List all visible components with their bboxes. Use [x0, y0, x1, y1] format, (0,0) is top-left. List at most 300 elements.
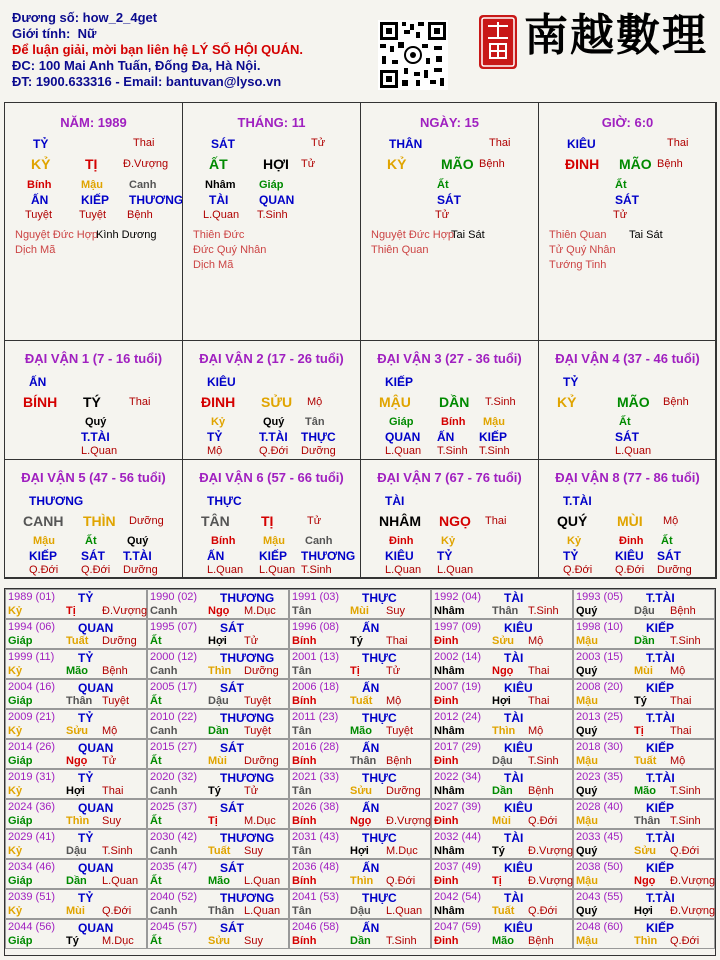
dai-van-title: ĐẠI VẬN 3 (27 - 36 tuổi): [377, 351, 522, 366]
hidden-phase: L.Quan: [203, 209, 240, 221]
hidden-phase: Tuyệt: [25, 209, 53, 221]
year-stem: Canh: [150, 665, 178, 677]
year-stem: Tân: [292, 665, 312, 677]
dai-van-phase: Mộ: [663, 515, 679, 527]
year-stem: Kỷ: [8, 665, 23, 677]
pillar-note: Tử Quý Nhân: [549, 244, 616, 256]
hidden-phase: Dưỡng: [657, 564, 692, 576]
hidden-star: KIẾP: [29, 549, 58, 563]
year-star: THỰC: [362, 651, 397, 665]
dai-van-title: ĐẠI VẬN 5 (47 - 56 tuổi): [21, 470, 166, 485]
pillar-note: Dịch Mã: [15, 244, 56, 256]
year-label: 2021 (33): [292, 771, 340, 783]
dai-van-phase: Thai: [485, 515, 507, 527]
year-phase: Đ.Vượng: [670, 875, 716, 887]
hidden-star: THƯƠNG: [301, 549, 356, 563]
year-phase: Đ.Vượng: [670, 905, 716, 917]
hidden-phase: L.Quan: [437, 564, 474, 576]
year-phase: Suy: [244, 845, 263, 857]
year-label: 1999 (11): [8, 651, 55, 663]
year-stem: Canh: [150, 725, 178, 737]
hidden-stem: Ất: [661, 535, 673, 547]
year-stem: Ất: [150, 875, 162, 887]
pillar-branch: TỊ: [85, 156, 98, 172]
year-phase: Q.Đới: [670, 935, 700, 947]
year-star: TÀI: [504, 591, 524, 605]
dai-van-title: ĐẠI VẬN 6 (57 - 66 tuổi): [199, 470, 344, 485]
year-phase: Mộ: [102, 725, 118, 737]
dai-van-star: TÀI: [385, 494, 405, 508]
pillar-title: NGÀY: 15: [420, 115, 479, 130]
year-cell: [431, 709, 573, 739]
year-label: 2036 (48): [292, 861, 340, 873]
year-star: KIÊU: [504, 621, 533, 635]
year-label: 2015 (27): [150, 741, 198, 753]
year-branch: Tý: [634, 695, 647, 707]
year-branch: Ngọ: [634, 875, 656, 887]
year-branch: Mùi: [66, 905, 85, 917]
year-label: 2027 (39): [434, 801, 482, 813]
year-label: 2002 (14): [434, 651, 482, 663]
year-branch: Mão: [492, 935, 514, 947]
dai-van-cell: [182, 459, 361, 579]
year-phase: Suy: [386, 605, 405, 617]
year-stem: Nhâm: [434, 785, 465, 797]
year-branch: Dần: [634, 635, 655, 647]
pillar-note: Thiên Quan: [549, 229, 607, 241]
year-branch: Tuất: [208, 845, 231, 857]
year-phase: M.Dục: [102, 935, 134, 947]
year-star: TỶ: [78, 591, 94, 605]
year-phase: Tử: [244, 785, 259, 797]
year-phase: T.Sinh: [386, 935, 417, 947]
year-branch: Mùi: [492, 815, 511, 827]
year-phase: Bệnh: [528, 935, 554, 947]
pillar-cell: [360, 102, 539, 341]
year-star: SÁT: [220, 921, 244, 935]
year-phase: Dưỡng: [102, 635, 137, 647]
year-branch: Dậu: [66, 845, 87, 857]
year-label: 2034 (46): [8, 861, 56, 873]
year-cell: [147, 829, 289, 859]
year-star: THƯƠNG: [220, 651, 275, 665]
dai-van-title: ĐẠI VẬN 2 (17 - 26 tuổi): [199, 351, 344, 366]
year-stem: Bính: [292, 815, 317, 827]
year-star: TỶ: [78, 831, 94, 845]
year-cell: [573, 799, 715, 829]
year-label: 2020 (32): [150, 771, 198, 783]
hidden-phase: Q.Đới: [259, 445, 289, 457]
year-stem: Tân: [292, 905, 312, 917]
year-stem: Quý: [576, 665, 598, 677]
year-phase: Suy: [102, 815, 121, 827]
dai-van-title: ĐẠI VẬN 4 (37 - 46 tuổi): [555, 351, 700, 366]
year-star: TỶ: [78, 771, 94, 785]
dai-van-cell: [538, 340, 717, 460]
year-cell: [573, 919, 715, 949]
hidden-phase: L.Quan: [81, 445, 118, 457]
year-phase: Thai: [102, 785, 124, 797]
year-cell: [147, 679, 289, 709]
year-phase: Bệnh: [670, 605, 696, 617]
year-phase: L.Quan: [244, 905, 281, 917]
year-star: THỰC: [362, 591, 397, 605]
year-phase: Tuyệt: [244, 695, 272, 707]
year-label: 2005 (17): [150, 681, 198, 693]
hidden-star: TÀI: [209, 193, 229, 207]
year-branch: Mùi: [350, 605, 369, 617]
hidden-phase: Q.Đới: [615, 564, 645, 576]
year-cell: [147, 619, 289, 649]
year-branch: Dậu: [492, 755, 513, 767]
year-star: ẤN: [362, 741, 380, 755]
pillar-title: NĂM: 1989: [60, 115, 127, 130]
hidden-phase: L.Quan: [615, 445, 652, 457]
year-cell: [573, 709, 715, 739]
dai-van-star: THƯƠNG: [29, 494, 84, 508]
year-phase: Q.Đới: [528, 815, 558, 827]
dai-van-stem: NHÂM: [379, 513, 421, 529]
hidden-star: KIÊU: [615, 549, 644, 563]
year-label: 2024 (36): [8, 801, 56, 813]
year-star: THƯƠNG: [220, 711, 275, 725]
year-phase: Mộ: [528, 725, 544, 737]
year-branch: Thìn: [492, 725, 516, 737]
year-label: 2006 (18): [292, 681, 340, 693]
hidden-star: THƯƠNG: [129, 193, 184, 207]
year-star: KIÊU: [504, 681, 533, 695]
seal-stamp-icon: [478, 14, 518, 70]
year-branch: Thìn: [634, 935, 658, 947]
header: [0, 0, 720, 100]
gender-line: [12, 26, 303, 42]
year-branch: Hợi: [208, 635, 227, 647]
year-phase: L.Quan: [102, 875, 139, 887]
year-cell: [431, 589, 573, 619]
year-stem: Nhâm: [434, 665, 465, 677]
year-cell: [431, 619, 573, 649]
address-line: ĐC: 100 Mai Anh Tuấn, Đống Đa, Hà Nội.: [12, 58, 261, 73]
year-star: KIÊU: [504, 921, 533, 935]
year-star: THỰC: [362, 711, 397, 725]
year-branch: Tị: [208, 815, 218, 827]
year-stem: Đinh: [434, 935, 459, 947]
year-stem: Ất: [150, 635, 162, 647]
pillar-phase: Đ.Vượng: [123, 158, 169, 170]
year-branch: Mùi: [634, 665, 653, 677]
pillar-note: Nguyệt Đức Hợp: [371, 229, 455, 241]
hidden-star: TỶ: [563, 549, 579, 563]
dai-van-branch: DẦN: [439, 394, 470, 410]
hidden-phase: T.Sinh: [301, 564, 332, 576]
year-phase: Mộ: [528, 635, 544, 647]
year-stem: Mậu: [576, 815, 598, 827]
year-branch: Thân: [66, 695, 93, 707]
year-label: 2009 (21): [8, 711, 56, 723]
hidden-stem: Canh: [129, 179, 157, 191]
dai-van-cell: [538, 459, 717, 579]
year-label: 2023 (35): [576, 771, 624, 783]
hidden-stem: Quý: [85, 416, 107, 428]
year-cell: [147, 859, 289, 889]
year-phase: Dưỡng: [244, 665, 279, 677]
year-star: TỶ: [78, 891, 94, 905]
year-cell: [289, 769, 431, 799]
hidden-stem: Đinh: [619, 535, 644, 547]
year-cell: [5, 799, 147, 829]
year-label: 1992 (04): [434, 591, 482, 603]
year-phase: T.Sinh: [670, 635, 701, 647]
year-star: SÁT: [220, 801, 244, 815]
year-branch: Dần: [350, 935, 371, 947]
hidden-star: SÁT: [615, 193, 639, 207]
year-phase: Tuyệt: [244, 725, 272, 737]
hidden-phase: Q.Đới: [81, 564, 111, 576]
year-star: T.TÀI: [646, 891, 675, 905]
year-label: 2004 (16): [8, 681, 56, 693]
hidden-stem: Kỷ: [211, 416, 226, 428]
year-label: 2026 (38): [292, 801, 340, 813]
year-branch: Dần: [492, 785, 513, 797]
year-star: QUAN: [78, 861, 114, 875]
pillar-note: Tai Sát: [451, 229, 485, 241]
year-cell: [431, 799, 573, 829]
year-cell: [5, 829, 147, 859]
dai-van-branch: MÙI: [617, 513, 643, 529]
year-label: 2040 (52): [150, 891, 198, 903]
year-branch: Ngọ: [208, 605, 230, 617]
year-cell: [573, 829, 715, 859]
hidden-star: SÁT: [81, 549, 105, 563]
year-stem: Giáp: [8, 935, 33, 947]
year-cell: [431, 769, 573, 799]
year-branch: Tuất: [350, 695, 373, 707]
year-star: KIÊU: [504, 801, 533, 815]
pillar-star: KIÊU: [567, 137, 596, 151]
year-label: 2041 (53): [292, 891, 340, 903]
year-star: QUAN: [78, 621, 114, 635]
year-label: 1991 (03): [292, 591, 340, 603]
dai-van-phase: Dưỡng: [129, 515, 164, 527]
year-stem: Kỷ: [8, 605, 23, 617]
year-phase: Đ.Vượng: [102, 605, 148, 617]
year-label: 2030 (42): [150, 831, 198, 843]
dai-van-branch: MÃO: [617, 394, 650, 410]
pillar-branch: MÃO: [619, 156, 652, 172]
year-phase: Đ.Vượng: [528, 875, 574, 887]
year-branch: Tị: [66, 605, 76, 617]
dai-van-star: THỰC: [207, 494, 242, 508]
hidden-star: TỶ: [207, 430, 223, 444]
pillar-stage: Thai: [489, 137, 511, 149]
year-branch: Tị: [350, 665, 360, 677]
year-label: 1989 (01): [8, 591, 56, 603]
year-label: 1990 (02): [150, 591, 198, 603]
year-stem: Tân: [292, 725, 312, 737]
year-star: KIẾP: [646, 621, 675, 635]
year-star: ẤN: [362, 801, 380, 815]
dai-van-phase: T.Sinh: [485, 396, 516, 408]
year-stem: Ất: [150, 755, 162, 767]
year-label: 2016 (28): [292, 741, 340, 753]
year-branch: Dần: [208, 725, 229, 737]
year-phase: Thai: [670, 725, 692, 737]
year-label: 2029 (41): [8, 831, 56, 843]
year-star: KIÊU: [504, 861, 533, 875]
year-cell: [5, 769, 147, 799]
year-branch: Sửu: [66, 725, 89, 737]
dai-van-title: ĐẠI VẬN 1 (7 - 16 tuổi): [24, 351, 163, 366]
year-stem: Nhâm: [434, 905, 465, 917]
year-cell: [147, 589, 289, 619]
year-cell: [289, 739, 431, 769]
year-stem: Giáp: [8, 755, 33, 767]
pillar-cell: [4, 102, 183, 341]
dai-van-stem: KỶ: [557, 394, 577, 410]
pillar-stage: Thai: [133, 137, 155, 149]
year-phase: Bệnh: [528, 785, 554, 797]
hidden-star: KIẾP: [479, 430, 508, 444]
dai-van-branch: SỬU: [261, 394, 293, 410]
year-label: 2022 (34): [434, 771, 482, 783]
hidden-phase: L.Quan: [207, 564, 244, 576]
year-star: KIẾP: [646, 801, 675, 815]
year-cell: [573, 739, 715, 769]
year-cell: [289, 889, 431, 919]
hidden-phase: Dưỡng: [301, 445, 336, 457]
year-cell: [147, 919, 289, 949]
year-cell: [5, 859, 147, 889]
year-stem: Giáp: [8, 635, 33, 647]
pillar-phase: Tử: [301, 158, 316, 170]
year-cell: [289, 919, 431, 949]
year-cell: [431, 679, 573, 709]
year-label: 2048 (60): [576, 921, 624, 933]
dai-van-cell: [4, 459, 183, 579]
hidden-star: ẤN: [437, 430, 455, 444]
year-phase: Đ.Vượng: [386, 815, 432, 827]
year-stem: Quý: [576, 605, 598, 617]
dai-van-branch: NGỌ: [439, 513, 471, 529]
pillar-cell: [538, 102, 717, 341]
year-label: 2001 (13): [292, 651, 340, 663]
year-star: T.TÀI: [646, 771, 675, 785]
year-star: SÁT: [220, 681, 244, 695]
pillar-star: SÁT: [211, 137, 235, 151]
year-stem: Đinh: [434, 695, 459, 707]
year-star: ẤN: [362, 621, 380, 635]
hidden-phase: L.Quan: [385, 564, 422, 576]
pillar-stem: KỶ: [387, 156, 407, 172]
pillar-stage: Tử: [311, 137, 326, 149]
year-branch: Tý: [350, 635, 363, 647]
year-cell: [573, 859, 715, 889]
year-label: 2028 (40): [576, 801, 624, 813]
year-branch: Dậu: [634, 605, 655, 617]
subject-line: [12, 10, 303, 26]
hidden-phase: L.Quan: [259, 564, 296, 576]
pillar-title: THÁNG: 11: [237, 115, 306, 130]
year-stem: Ất: [150, 695, 162, 707]
year-stem: Bính: [292, 695, 317, 707]
hidden-phase: Mộ: [207, 445, 223, 457]
year-label: 2037 (49): [434, 861, 482, 873]
year-stem: Giáp: [8, 815, 33, 827]
year-stem: Đinh: [434, 755, 459, 767]
phone-email-line: ĐT: 1900.633316 - Email: bantuvan@lyso.vn: [12, 74, 282, 89]
year-phase: Bệnh: [386, 755, 412, 767]
year-phase: T.Sinh: [528, 605, 559, 617]
year-phase: T.Sinh: [670, 815, 701, 827]
year-star: T.TÀI: [646, 831, 675, 845]
year-star: QUAN: [78, 921, 114, 935]
year-stem: Kỷ: [8, 905, 23, 917]
hidden-star: ẤN: [31, 193, 49, 207]
year-stem: Đinh: [434, 875, 459, 887]
year-phase: Thai: [528, 665, 550, 677]
year-label: 2045 (57): [150, 921, 198, 933]
year-label: 2038 (50): [576, 861, 624, 873]
hidden-phase: Q.Đới: [563, 564, 593, 576]
year-stem: Mậu: [576, 935, 598, 947]
year-star: THỰC: [362, 891, 397, 905]
dai-van-star: ẤN: [29, 375, 47, 389]
hidden-star: SÁT: [657, 549, 681, 563]
annual-years-grid: [4, 588, 716, 956]
pillar-note: Tướng Tinh: [549, 259, 607, 271]
hidden-stem: Ất: [619, 416, 631, 428]
year-star: THỰC: [362, 771, 397, 785]
year-star: ẤN: [362, 681, 380, 695]
year-cell: [147, 709, 289, 739]
pillar-note: Kình Dương: [96, 229, 157, 241]
year-phase: Q.Đới: [102, 905, 132, 917]
hidden-stem: Quý: [263, 416, 285, 428]
year-star: TÀI: [504, 651, 524, 665]
year-phase: T.Sinh: [528, 755, 559, 767]
year-branch: Hợi: [634, 905, 653, 917]
year-cell: [289, 799, 431, 829]
year-cell: [431, 829, 573, 859]
year-label: 1993 (05): [576, 591, 624, 603]
hidden-star: T.TÀI: [81, 430, 110, 444]
year-branch: Ngọ: [66, 755, 88, 767]
year-cell: [573, 589, 715, 619]
year-label: 2012 (24): [434, 711, 482, 723]
hidden-star: TỶ: [437, 549, 453, 563]
pillar-star: TỶ: [33, 137, 49, 151]
hidden-stem: Kỷ: [441, 535, 456, 547]
year-phase: Suy: [244, 935, 263, 947]
year-phase: Dưỡng: [386, 785, 421, 797]
hidden-phase: Bệnh: [127, 209, 153, 221]
year-cell: [431, 739, 573, 769]
year-stem: Tân: [292, 605, 312, 617]
hidden-stem: Ất: [437, 179, 449, 191]
hidden-stem: Quý: [127, 535, 149, 547]
pillar-title: GIỜ: 6:0: [601, 115, 654, 130]
year-star: TỶ: [78, 651, 94, 665]
year-phase: Q.Đới: [670, 845, 700, 857]
hidden-stem: Ất: [615, 179, 627, 191]
gender-label: Giới tính:: [12, 26, 71, 41]
year-stem: Ất: [150, 815, 162, 827]
year-star: QUAN: [78, 741, 114, 755]
year-phase: Thai: [670, 695, 692, 707]
pillars-grid: [4, 102, 716, 578]
year-phase: Đ.Vượng: [528, 845, 574, 857]
year-star: KIÊU: [504, 741, 533, 755]
